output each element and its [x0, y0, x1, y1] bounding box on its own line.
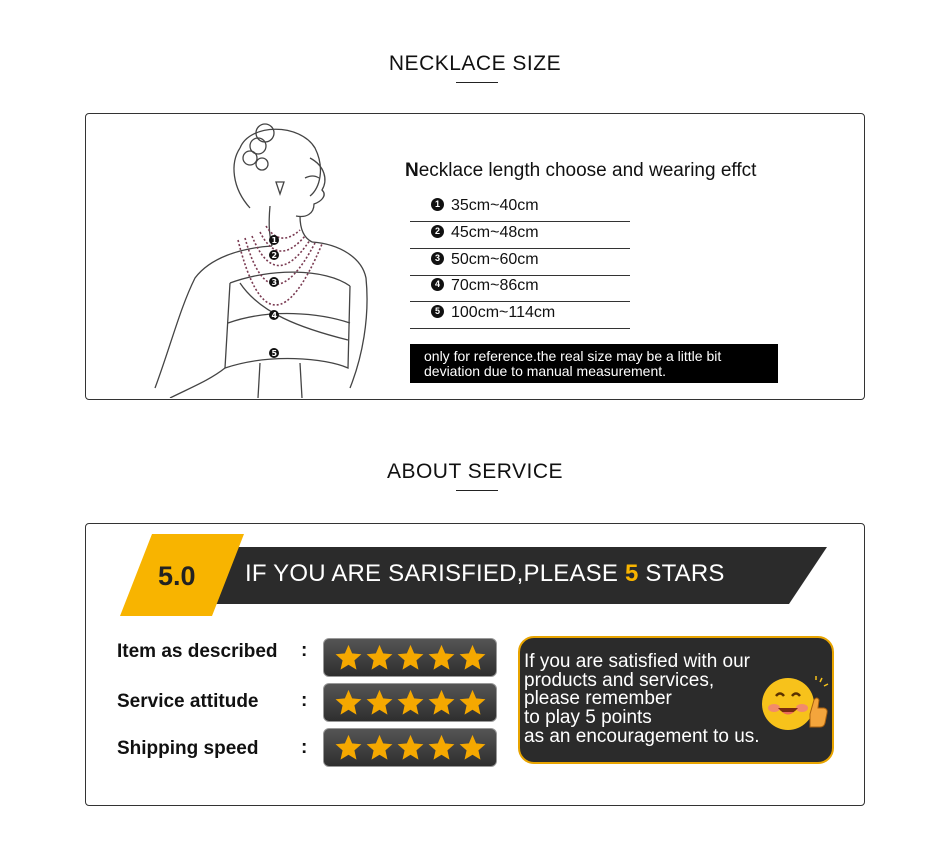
- necklace-title-underline: [456, 82, 498, 83]
- size-row-2: [410, 222, 630, 249]
- star-icon: [334, 688, 363, 717]
- smiley-thumbs-up-icon: [760, 674, 830, 736]
- score-value: 5.0: [158, 561, 196, 591]
- banner-message: [245, 560, 725, 588]
- service-title-underline: [456, 490, 498, 491]
- star-icon: [365, 643, 394, 672]
- rating-colon: :: [301, 640, 308, 661]
- star-icon: [334, 733, 363, 762]
- rating-colon: :: [301, 737, 308, 758]
- size-value: 70cm~86cm: [451, 277, 539, 294]
- necklace-length-heading: [405, 160, 756, 182]
- star-icon: [458, 733, 487, 762]
- rating-colon: :: [301, 690, 308, 711]
- size-row-5: [410, 302, 630, 329]
- star-icon: [427, 643, 456, 672]
- size-row-3: [410, 249, 630, 276]
- size-row-1: [410, 195, 630, 222]
- heading-rest: ecklace length choose and wearing effct: [418, 160, 757, 181]
- size-number-badge: 1: [431, 198, 444, 211]
- star-icon: [458, 643, 487, 672]
- banner-text-before: IF YOU ARE SARISFIED,PLEASE: [245, 560, 625, 587]
- star-icon: [396, 688, 425, 717]
- star-icon: [458, 688, 487, 717]
- size-number-badge: 5: [431, 305, 444, 318]
- size-number-badge: 2: [431, 225, 444, 238]
- note-line-1: only for reference.the real size may be a little bit: [424, 348, 722, 364]
- message-line-3: please remember: [524, 688, 672, 709]
- message-line-2: products and services,: [524, 670, 715, 691]
- reference-note: [410, 344, 778, 383]
- rating-stars-service: [323, 683, 497, 722]
- svg-text:2: 2: [271, 251, 278, 260]
- size-row-4: [410, 275, 630, 302]
- svg-text:3: 3: [271, 278, 278, 287]
- size-value: 100cm~114cm: [451, 304, 556, 321]
- size-value: 35cm~40cm: [451, 197, 539, 214]
- star-icon: [396, 643, 425, 672]
- size-number-badge: 4: [431, 278, 444, 291]
- necklace-size-title: NECKLACE SIZE: [388, 52, 562, 75]
- message-line-1: If you are satisfied with our: [524, 651, 750, 672]
- rating-label-item: Item as described: [117, 641, 278, 662]
- rating-label-service: Service attitude: [117, 691, 259, 712]
- star-icon: [334, 643, 363, 672]
- rating-label-shipping: Shipping speed: [117, 738, 259, 759]
- message-line-4: to play 5 points: [524, 707, 652, 728]
- banner-text-after: STARS: [638, 560, 725, 587]
- star-icon: [427, 688, 456, 717]
- rating-stars-item: [323, 638, 497, 677]
- rating-stars-shipping: [323, 728, 497, 767]
- star-icon: [365, 733, 394, 762]
- necklace-model-sketch: [100, 118, 380, 398]
- svg-text:4: 4: [271, 311, 278, 320]
- size-value: 45cm~48cm: [451, 224, 539, 241]
- svg-text:1: 1: [271, 236, 278, 245]
- about-service-title: ABOUT SERVICE: [386, 460, 564, 483]
- heading-first-letter: N: [405, 160, 419, 181]
- size-number-badge: 3: [431, 252, 444, 265]
- star-icon: [396, 733, 425, 762]
- star-icon: [365, 688, 394, 717]
- banner-highlight: 5: [624, 560, 639, 587]
- note-line-2: deviation due to manual measurement.: [424, 363, 667, 379]
- message-line-5: as an encouragement to us.: [524, 726, 760, 747]
- star-icon: [427, 733, 456, 762]
- size-value: 50cm~60cm: [451, 251, 539, 268]
- svg-text:5: 5: [271, 349, 278, 358]
